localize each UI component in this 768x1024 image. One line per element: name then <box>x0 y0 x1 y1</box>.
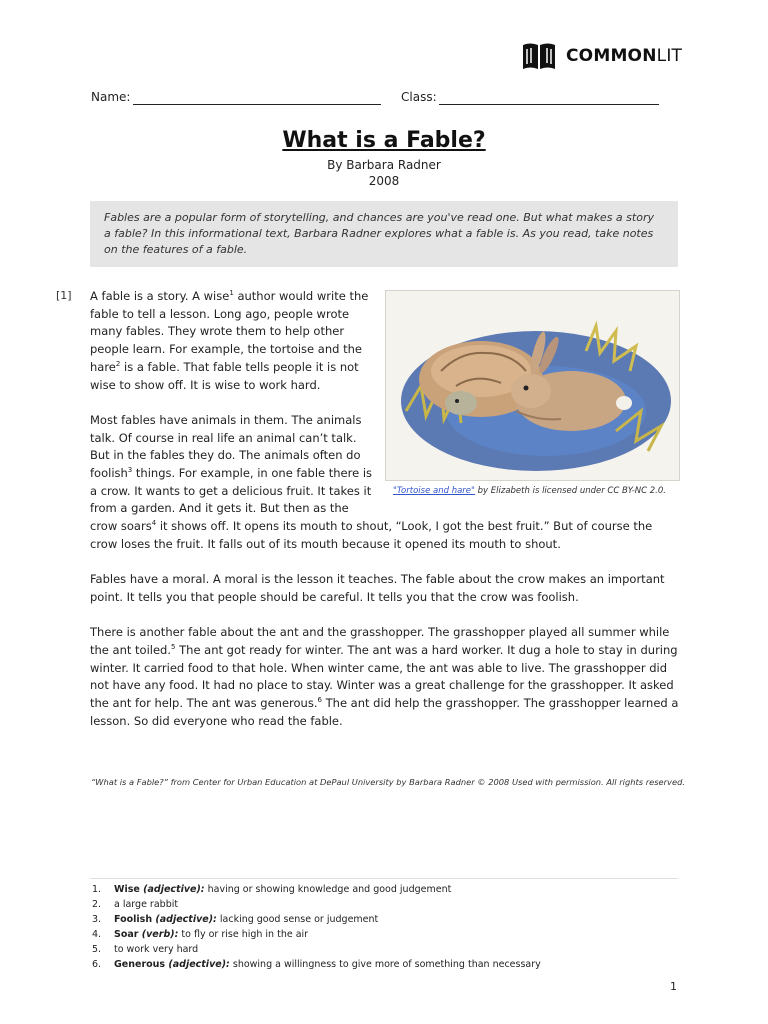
paragraph-number: [1] <box>56 289 72 302</box>
class-field[interactable] <box>401 90 437 104</box>
footnote-item <box>92 942 541 957</box>
source-citation: “What is a Fable?” from Center for Urban Education at DePaul University by Barbara Radner © 2008 Used with permission. All rights reserved. <box>91 777 685 787</box>
footnote-number: 3. <box>92 914 102 925</box>
footnote-item <box>92 927 541 942</box>
p2-text-b: things. For example, in one fable there is a crow. It wants to get a delicious fruit. It takes it from a garden. And it gets it. But then as the crow soars <box>90 466 373 534</box>
footnote-definition: to fly or rise high in the air <box>178 929 309 940</box>
footnote-part-of-speech: (verb): <box>138 929 179 940</box>
p2-text-c: it shows off. It opens its mouth to shout, “Look, I got the best fruit.” But of course the crow loses the fruit. It falls out of its mouth because it opened its mouth to shout. <box>90 519 653 551</box>
footnote-definition: lacking good sense or judgement <box>216 914 379 925</box>
footnote-part-of-speech: (adjective): <box>165 959 230 970</box>
footnote-number: 2. <box>92 899 102 910</box>
document-title: What is a Fable? <box>282 128 486 153</box>
paragraph-4 <box>90 624 680 730</box>
p4-text-b: The ant got ready for winter. The ant was a hard worker. It dug a hole to stay in during winter. It carried food to that hole. When winter came, the ant was able to live. The grasshopper did not have any food. It had no place to stay. Winter was a great challenge for the grasshopper. It asked the ant for help. The ant was generous. <box>90 643 678 711</box>
footnote-ref-4[interactable]: 4 <box>151 519 157 528</box>
footnote-item <box>92 882 541 897</box>
publication-year: 2008 <box>368 174 400 188</box>
footnote-number: 4. <box>92 929 102 940</box>
footnote-number: 1. <box>92 884 102 895</box>
p2-text-a: Most fables have animals in them. The animals talk. Of course in real life an animal can’t talk. But in the fables they do. The animals often do foolish <box>90 412 362 481</box>
footnote-ref-2[interactable]: 2 <box>115 359 121 368</box>
footnote-list <box>92 882 541 972</box>
footnote-ref-6[interactable]: 6 <box>317 696 322 705</box>
footnote-part-of-speech: (adjective): <box>152 914 217 925</box>
footnote-number: 5. <box>92 944 102 955</box>
footnote-term: Wise <box>114 884 140 895</box>
footnote-item <box>92 897 541 912</box>
class-label: Class: <box>401 90 437 104</box>
brand-name-bold: COMMON <box>566 46 657 66</box>
byline <box>0 157 768 189</box>
footnote-term: Foolish <box>114 914 153 925</box>
page-number: 1 <box>670 980 677 993</box>
footnote-definition: a large rabbit <box>114 899 179 910</box>
footnote-ref-3[interactable]: 3 <box>127 466 133 475</box>
footnote-number: 6. <box>92 959 102 970</box>
footnote-term: Soar <box>114 929 139 940</box>
p4-text-c: The ant did help the grasshopper. The grasshopper learned a lesson. So did everyone who read the fable. <box>90 696 679 728</box>
intro-box <box>90 201 678 267</box>
paragraph-3: Fables have a moral. A moral is the lesson it teaches. The fable about the crow makes an important point. It tells you that people should be careful. It tells you that the crow was foolish. <box>90 572 665 604</box>
name-line[interactable] <box>133 104 381 105</box>
name-label: Name: <box>91 90 131 104</box>
brand-name <box>566 46 682 66</box>
caption-link[interactable]: "Tortoise and hare" <box>393 486 475 496</box>
class-line[interactable] <box>439 104 659 105</box>
commonlit-logo <box>521 41 682 71</box>
p1-text-b: author would write the fable to tell a lesson. Long ago, people wrote many fables. They wrote them to help other people learn. For example, the tortoise and the hare <box>90 289 369 374</box>
footnote-part-of-speech: (adjective): <box>139 884 205 895</box>
name-field[interactable] <box>91 90 130 104</box>
footnote-ref-5[interactable]: 5 <box>171 643 176 652</box>
footnote-term: Generous <box>114 959 166 970</box>
footnote-ref-1[interactable]: 1 <box>229 289 234 298</box>
footnote-divider <box>90 878 678 879</box>
footnote-definition: showing a willingness to give more of something than necessary <box>229 959 541 970</box>
p4-text-a: There is another fable about the ant and the grasshopper. The grasshopper played all summer while the ant toiled. <box>90 625 670 658</box>
image-spacer <box>384 290 680 501</box>
p1-text-a: A fable is a story. A wise <box>90 289 230 303</box>
footnote-definition: having or showing knowledge and good judgement <box>204 884 452 895</box>
intro-text: Fables are a popular form of storytelling, and chances are you've read one. But what makes a story a fable? In this informational text, Barbara Radner explores what a fable is. As you read, take notes on the features of a fable. <box>104 211 654 256</box>
brand-name-light: LIT <box>656 46 683 66</box>
author: By Barbara Radner <box>327 158 441 172</box>
open-book-icon <box>521 41 557 71</box>
article-body <box>90 288 680 731</box>
footnote-item <box>92 912 541 927</box>
p1-text-c: is a fable. That fable tells people it is not wise to show off. It is wise to work hard. <box>90 359 359 392</box>
footnote-definition: to work very hard <box>114 944 199 955</box>
caption-license: by Elizabeth is licensed under CC BY-NC 2.0. <box>474 486 666 496</box>
footnote-item <box>92 957 541 972</box>
